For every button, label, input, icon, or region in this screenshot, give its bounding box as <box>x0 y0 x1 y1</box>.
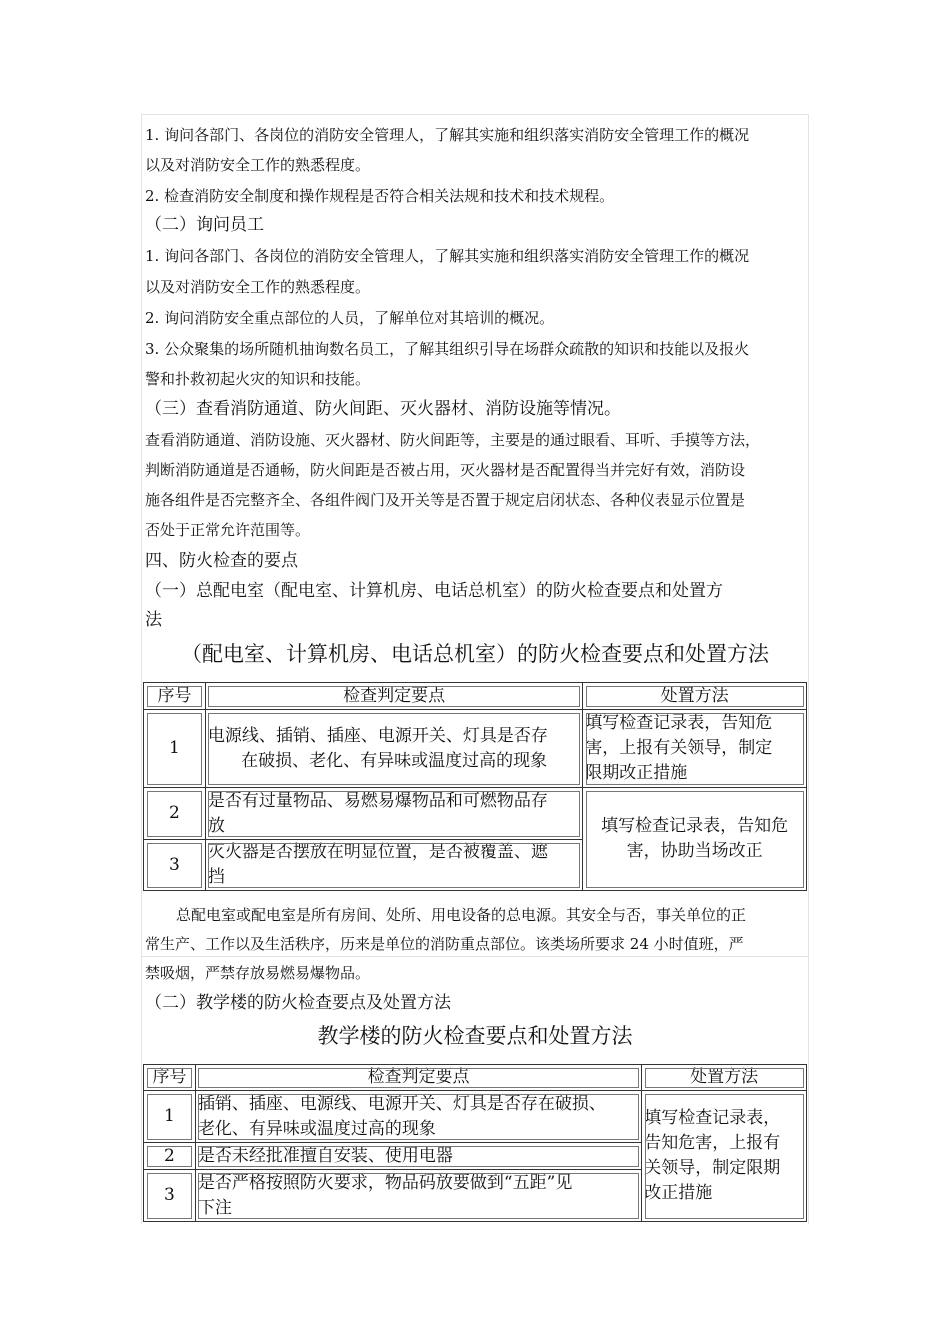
table1-header-row <box>144 683 807 710</box>
table1-row3-point <box>205 840 582 891</box>
table2-method <box>642 1091 807 1222</box>
table2-row3-no: 3 <box>144 1170 196 1222</box>
section4-heading: 四、防火检查的要点 <box>145 551 298 571</box>
page-frame-divider <box>141 956 809 957</box>
table2-header-row <box>144 1065 807 1091</box>
table1-row2-point-line2: 放 <box>207 815 225 836</box>
table2-method-line3: 关领导，制定限期 <box>644 1158 781 1178</box>
section2-paragraph-1b: 以及对消防安全工作的熟悉程度。 <box>145 278 371 296</box>
table2-header-point: 检查判定要点 <box>195 1065 641 1091</box>
table1-row1-point-line1: 电源线、插销、插座、电源开关、灯具是否存 <box>207 725 548 746</box>
table1-row1-method <box>583 710 807 788</box>
table1-row2-point-line1: 是否有过量物品、易燃易爆物品和可燃物品存 <box>207 790 548 811</box>
section2-paragraph-2: 2. 询问消防安全重点部位的人员，了解单位对其培训的概况。 <box>145 309 555 327</box>
table-row <box>144 788 807 840</box>
section2-paragraph-3a: 3. 公众聚集的场所随机抽询数名员工，了解其组织引导在场群众疏散的知识和技能以及报火 <box>145 340 750 358</box>
table2-row1-point-line2: 老化、有异味或温度过高的现象 <box>197 1118 436 1139</box>
table2-header-method: 处置方法 <box>642 1065 807 1091</box>
section1-paragraph-1a: 1. 询问各部门、各岗位的消防安全管理人，了解其实施和组织落实消防安全管理工作的概况 <box>145 126 750 144</box>
section4-subheading-b: 法 <box>145 610 162 630</box>
section1-paragraph-2: 2. 检查消防安全制度和操作规程是否符合相关法规和技术和技术规程。 <box>145 187 615 205</box>
table2-method-line4: 改正措施 <box>644 1183 713 1203</box>
note1-line-3: 禁吸烟，严禁存放易燃易爆物品。 <box>145 964 371 982</box>
table2-row3-point-line2: 下注 <box>197 1197 232 1218</box>
section5-heading: （二）教学楼的防火检查要点及处置方法 <box>145 993 451 1013</box>
table1 <box>143 682 807 891</box>
table2-row2-no: 2 <box>144 1143 196 1170</box>
section1-paragraph-1b: 以及对消防安全工作的熟悉程度。 <box>145 156 371 174</box>
table2-method-line1: 填写检查记录表， <box>644 1108 781 1128</box>
table1-title: （配电室、计算机房、电话总机室）的防火检查要点和处置方法 <box>181 642 769 666</box>
table2 <box>143 1064 807 1222</box>
table2-row2-point: 是否未经批准擅自安装、使用电器 <box>195 1143 641 1170</box>
table1-row2-no: 2 <box>144 788 206 840</box>
note1-line-1: 总配电室或配电室是所有房间、处所、用电设备的总电源。其安全与否，事关单位的正 <box>176 906 747 924</box>
table-row <box>144 710 807 788</box>
section2-heading: （二）询问员工 <box>145 215 264 235</box>
table1-row1-point <box>205 710 582 788</box>
table2-row3-point-line1: 是否严格按照防火要求，物品码放要做到“五距”见 <box>197 1172 573 1193</box>
table2-row1-no: 1 <box>144 1091 196 1143</box>
section3-line-2: 判断消防通道是否通畅，防火间距是否被占用，灭火器材是否配置得当并完好有效，消防设 <box>145 461 746 479</box>
section2-paragraph-3b: 警和扑救初起火灾的知识和技能。 <box>145 370 371 388</box>
table1-row1-method-line1: 填写检查记录表，告知危 <box>585 713 773 733</box>
table1-row23-method-line1: 填写检查记录表，告知危 <box>601 816 789 836</box>
table1-row1-point-line2: 在破损、老化、有异味或温度过高的现象 <box>241 750 548 771</box>
table2-row1-point-line1: 插销、插座、电源线、电源开关、灯具是否存在破损、 <box>197 1093 606 1114</box>
table1-row3-point-line1: 灭火器是否摆放在明显位置，是否被覆盖、遮 <box>207 842 548 862</box>
table1-row23-method-line2: 害，协助当场改正 <box>626 841 763 861</box>
table2-header-no: 序号 <box>144 1065 196 1091</box>
section3-line-3: 施各组件是否完整齐全、各组件阀门及开关等是否置于规定启闭状态、各种仪表显示位置是 <box>145 491 746 509</box>
table1-row3-point-line2: 挡 <box>207 867 225 887</box>
table2-method-line2: 告知危害，上报有 <box>644 1133 781 1153</box>
section3-heading: （三）查看消防通道、防火间距、灭火器材、消防设施等情况。 <box>145 399 621 419</box>
table1-row2-point <box>205 788 582 840</box>
section3-line-4: 否处于正常允许范围等。 <box>145 521 311 539</box>
table1-row1-method-line2: 害，上报有关领导，制定 <box>585 738 773 758</box>
table1-header-no: 序号 <box>144 683 206 710</box>
table-row <box>144 1091 807 1143</box>
table2-row1-point <box>195 1091 641 1143</box>
table1-header-method: 处置方法 <box>583 683 807 710</box>
table1-row1-no: 1 <box>144 710 206 788</box>
section4-subheading-a: （一）总配电室（配电室、计算机房、电话总机室）的防火检查要点和处置方 <box>145 581 723 601</box>
note1-line-2: 常生产、工作以及生活秩序，历来是单位的消防重点部位。该类场所要求 24 小时值班，严 <box>145 935 744 953</box>
table1-row3-no: 3 <box>144 840 206 891</box>
table2-title: 教学楼的防火检查要点和处置方法 <box>317 1024 633 1048</box>
table1-row1-method-line3: 限期改正措施 <box>585 763 688 783</box>
table1-header-point: 检查判定要点 <box>205 683 582 710</box>
section2-paragraph-1a: 1. 询问各部门、各岗位的消防安全管理人，了解其实施和组织落实消防安全管理工作的概况 <box>145 247 750 265</box>
section3-line-1: 查看消防通道、消防设施、灭火器材、防火间距等，主要是的通过眼看、耳听、手摸等方法， <box>145 431 761 449</box>
table1-row23-method <box>583 788 807 891</box>
table2-row3-point <box>195 1170 641 1222</box>
